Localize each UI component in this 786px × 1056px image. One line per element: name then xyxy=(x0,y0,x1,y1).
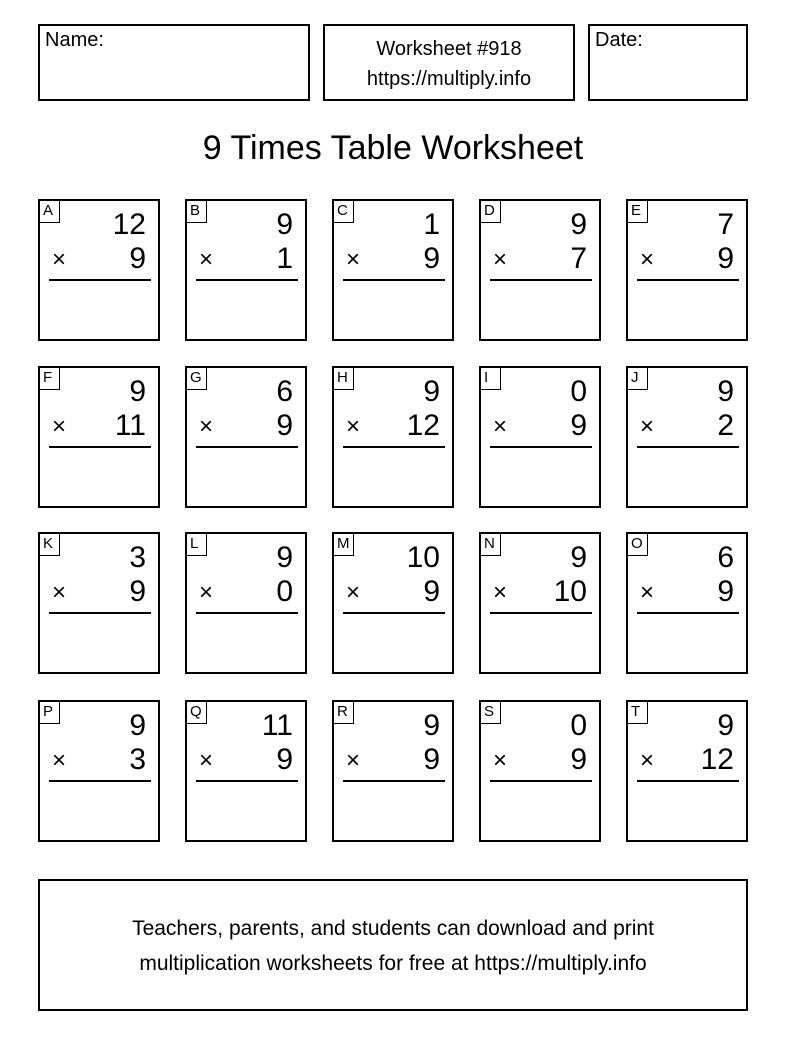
multiply-sign: × xyxy=(199,579,214,606)
multiplier: 10 xyxy=(553,575,587,608)
answer-line xyxy=(490,446,592,448)
problem-card xyxy=(38,532,160,674)
multiply-sign: × xyxy=(346,579,361,606)
multiply-sign: × xyxy=(640,579,655,606)
problem-label: E xyxy=(628,201,648,223)
answer-line xyxy=(343,612,445,614)
multiplier: 0 xyxy=(276,575,293,608)
answer-area[interactable] xyxy=(338,452,448,502)
answer-line xyxy=(49,446,151,448)
answer-line xyxy=(343,279,445,281)
multiply-sign: × xyxy=(52,413,67,440)
answer-area[interactable] xyxy=(485,786,595,836)
problem-card xyxy=(185,700,307,842)
multiplicand: 9 xyxy=(570,541,587,574)
multiplier: 9 xyxy=(423,743,440,776)
multiplier: 9 xyxy=(129,242,146,275)
problem-card xyxy=(38,700,160,842)
multiplicand: 9 xyxy=(717,375,734,408)
problem-label: K xyxy=(40,534,60,556)
multiplier: 1 xyxy=(276,242,293,275)
multiplier: 2 xyxy=(717,409,734,442)
answer-line xyxy=(490,612,592,614)
multiplier: 12 xyxy=(700,743,734,776)
name-field-box[interactable] xyxy=(38,24,310,101)
problem-label: J xyxy=(628,368,648,390)
multiplicand: 9 xyxy=(276,208,293,241)
answer-line xyxy=(196,446,298,448)
problem-label: G xyxy=(187,368,207,390)
problem-card xyxy=(479,199,601,341)
multiply-sign: × xyxy=(52,579,67,606)
multiplier: 9 xyxy=(570,409,587,442)
multiplier: 3 xyxy=(129,743,146,776)
answer-area[interactable] xyxy=(44,786,154,836)
problem-label: I xyxy=(481,368,501,390)
answer-area[interactable] xyxy=(485,285,595,335)
multiplicand: 6 xyxy=(717,541,734,574)
date-field-box[interactable] xyxy=(588,24,748,101)
answer-line xyxy=(196,780,298,782)
multiply-sign: × xyxy=(346,747,361,774)
multiplier: 9 xyxy=(717,242,734,275)
problem-label: H xyxy=(334,368,354,390)
answer-area[interactable] xyxy=(191,618,301,668)
problem-label: B xyxy=(187,201,207,223)
answer-line xyxy=(637,780,739,782)
problem-label: R xyxy=(334,702,354,724)
answer-area[interactable] xyxy=(338,786,448,836)
problem-card xyxy=(185,366,307,508)
multiplier: 9 xyxy=(423,575,440,608)
worksheet-number: Worksheet #918 xyxy=(376,38,522,60)
multiply-sign: × xyxy=(493,413,508,440)
answer-area[interactable] xyxy=(338,285,448,335)
answer-line xyxy=(196,279,298,281)
multiplier: 7 xyxy=(570,242,587,275)
multiplier: 9 xyxy=(570,743,587,776)
problem-label: S xyxy=(481,702,501,724)
multiply-sign: × xyxy=(199,413,214,440)
problem-card xyxy=(626,199,748,341)
problem-card xyxy=(479,532,601,674)
multiply-sign: × xyxy=(493,579,508,606)
multiply-sign: × xyxy=(493,246,508,273)
problem-card xyxy=(185,199,307,341)
date-label: Date: xyxy=(595,29,643,51)
footer-line-1: Teachers, parents, and students can download and print xyxy=(132,917,654,940)
multiplicand: 9 xyxy=(570,208,587,241)
multiply-sign: × xyxy=(640,246,655,273)
worksheet-url: https://multiply.info xyxy=(366,68,532,90)
multiplicand: 9 xyxy=(129,375,146,408)
answer-area[interactable] xyxy=(485,618,595,668)
multiply-sign: × xyxy=(640,747,655,774)
multiplicand: 9 xyxy=(423,709,440,742)
answer-area[interactable] xyxy=(632,618,742,668)
answer-area[interactable] xyxy=(338,618,448,668)
multiply-sign: × xyxy=(346,246,361,273)
answer-area[interactable] xyxy=(191,786,301,836)
multiplicand: 0 xyxy=(570,709,587,742)
problem-label: O xyxy=(628,534,648,556)
multiplicand: 7 xyxy=(717,208,734,241)
multiplicand: 9 xyxy=(717,709,734,742)
multiplicand: 9 xyxy=(129,709,146,742)
answer-line xyxy=(49,279,151,281)
problem-card xyxy=(185,532,307,674)
answer-area[interactable] xyxy=(632,285,742,335)
multiplier: 12 xyxy=(406,409,440,442)
multiplicand: 9 xyxy=(276,541,293,574)
name-label: Name: xyxy=(45,29,104,51)
answer-line xyxy=(343,446,445,448)
multiply-sign: × xyxy=(199,246,214,273)
worksheet-info-box xyxy=(323,24,575,101)
multiplier: 11 xyxy=(114,409,146,442)
answer-area[interactable] xyxy=(44,285,154,335)
multiplicand: 10 xyxy=(406,541,440,574)
problem-label: P xyxy=(40,702,60,724)
multiplicand: 1 xyxy=(423,208,440,241)
problem-label: A xyxy=(40,201,60,223)
multiplier: 9 xyxy=(423,242,440,275)
answer-line xyxy=(49,612,151,614)
problem-card xyxy=(332,700,454,842)
multiplier: 9 xyxy=(717,575,734,608)
problem-card xyxy=(626,700,748,842)
problem-card xyxy=(38,366,160,508)
multiply-sign: × xyxy=(199,747,214,774)
footer-line-2: multiplication worksheets for free at https://multiply.info xyxy=(139,952,647,975)
problem-card xyxy=(479,700,601,842)
answer-line xyxy=(637,446,739,448)
multiply-sign: × xyxy=(52,747,67,774)
multiplicand: 12 xyxy=(112,208,146,241)
problem-card xyxy=(479,366,601,508)
multiplicand: 11 xyxy=(261,709,293,742)
multiplicand: 3 xyxy=(129,541,146,574)
multiplicand: 9 xyxy=(423,375,440,408)
multiply-sign: × xyxy=(52,246,67,273)
problem-card xyxy=(332,366,454,508)
answer-area[interactable] xyxy=(632,452,742,502)
problem-card xyxy=(332,532,454,674)
problem-label: Q xyxy=(187,702,207,724)
answer-area[interactable] xyxy=(485,452,595,502)
multiply-sign: × xyxy=(346,413,361,440)
multiplier: 9 xyxy=(276,409,293,442)
problem-card xyxy=(38,199,160,341)
problem-label: N xyxy=(481,534,501,556)
multiplicand: 6 xyxy=(276,375,293,408)
problem-card xyxy=(332,199,454,341)
answer-area[interactable] xyxy=(632,786,742,836)
answer-area[interactable] xyxy=(191,285,301,335)
multiply-sign: × xyxy=(493,747,508,774)
problem-label: M xyxy=(334,534,354,556)
multiplier: 9 xyxy=(129,575,146,608)
footer-box xyxy=(38,879,748,1011)
answer-line xyxy=(490,780,592,782)
problem-label: T xyxy=(628,702,648,724)
page-title: 9 Times Table Worksheet xyxy=(202,129,584,167)
problem-label: F xyxy=(40,368,60,390)
answer-area[interactable] xyxy=(44,452,154,502)
answer-line xyxy=(490,279,592,281)
answer-area[interactable] xyxy=(44,618,154,668)
answer-line xyxy=(637,279,739,281)
problem-label: L xyxy=(187,534,207,556)
problem-card xyxy=(626,532,748,674)
answer-line xyxy=(343,780,445,782)
answer-line xyxy=(637,612,739,614)
problem-card xyxy=(626,366,748,508)
problem-label: D xyxy=(481,201,501,223)
problem-label: C xyxy=(334,201,354,223)
multiplier: 9 xyxy=(276,743,293,776)
answer-area[interactable] xyxy=(191,452,301,502)
answer-line xyxy=(49,780,151,782)
multiplicand: 0 xyxy=(570,375,587,408)
multiply-sign: × xyxy=(640,413,655,440)
answer-line xyxy=(196,612,298,614)
